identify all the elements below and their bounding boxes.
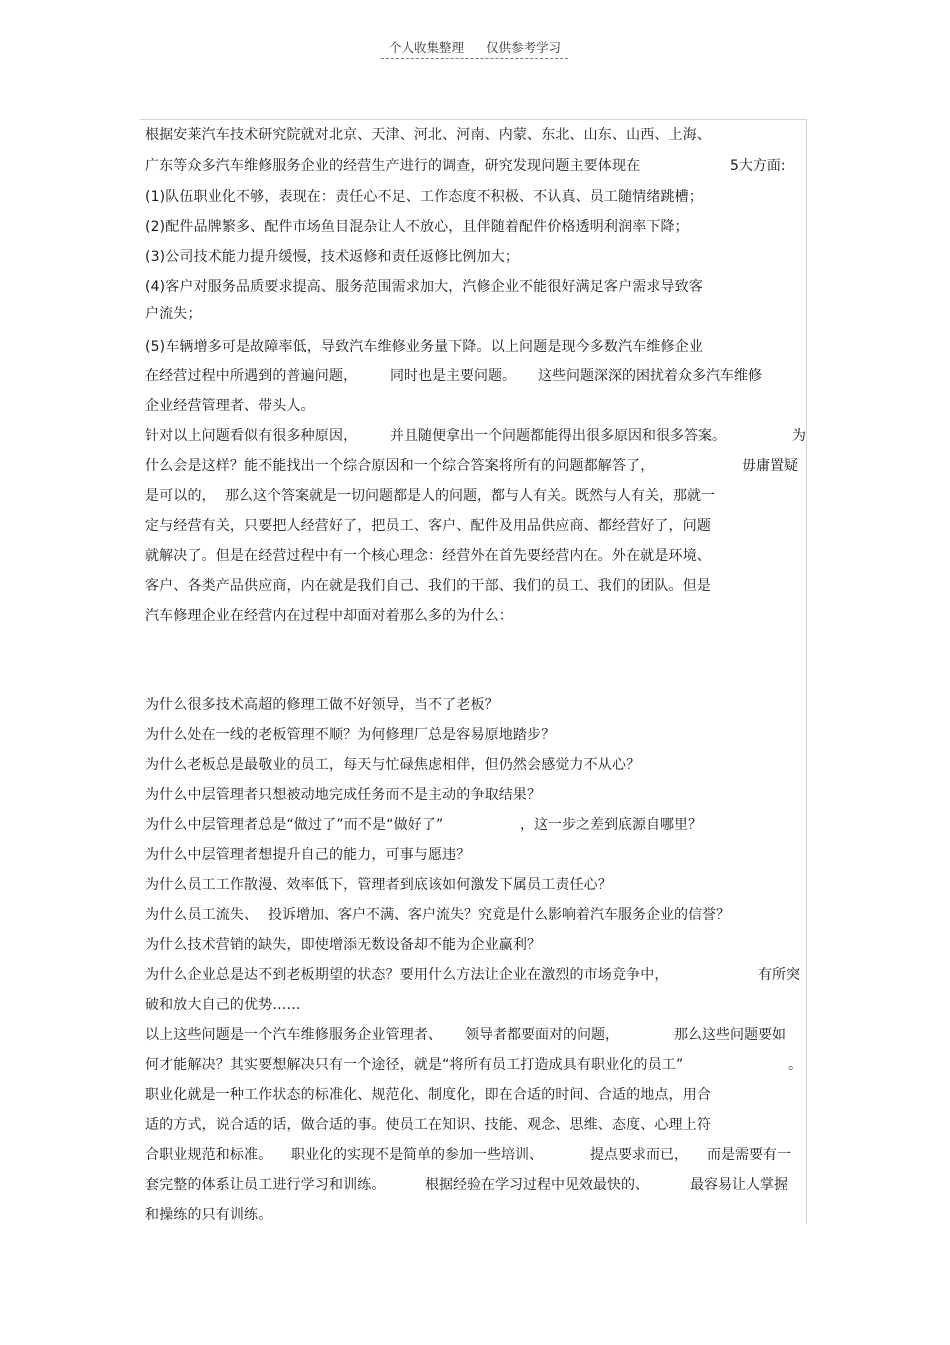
text-line: 何才能解决？其实要想解决只有一个途径，就是“将所有员工打造成具有职业化的员工” — [145, 1057, 684, 1073]
question-item: 为什么技术营销的缺失，即使增添无数设备却不能为企业赢利？ — [145, 937, 542, 953]
question-item: 为什么老板总是最敬业的员工，每天与忙碌焦虑相伴，但仍然会感觉力不从心？ — [145, 757, 641, 773]
text-line: 汽车修理企业在经营内在过程中却面对着那么多的为什么： — [145, 608, 513, 624]
list-item: (2)配件品牌繁多、配件市场鱼目混杂让人不放心，且伴随着配件价格透明利润率下降； — [145, 219, 689, 235]
question-item: 为什么处在一线的老板管理不顺？为何修理厂总是容易原地踏步？ — [145, 727, 556, 743]
question-item: 为什么员工流失、 — [145, 907, 259, 923]
text-line: 并且随便拿出一个问题都能得出很多原因和很多答案。 — [390, 428, 726, 444]
question-item: 为什么中层管理者想提升自己的能力，可事与愿违？ — [145, 847, 471, 863]
text-line: 根据经验在学习过程中见效最快的、 — [425, 1177, 649, 1193]
header-dashed-rule — [381, 58, 568, 59]
text-line: 。 — [788, 1057, 802, 1073]
text-line: 和操练的只有训练。 — [145, 1207, 273, 1223]
text-line: 企业经营管理者、带头人。 — [145, 398, 315, 414]
text-line: 同时也是主要问题。 — [390, 368, 516, 384]
list-item: (4)客户对服务品质要求提高、服务范围需求加大，汽修企业不能很好满足客户需求导致客 — [145, 279, 703, 295]
header-right-text: 仅供参考学习 — [486, 40, 562, 55]
text-line: 最容易让人掌握 — [690, 1177, 788, 1193]
question-item: 投诉增加、客户不满、客户流失？究竟是什么影响着汽车服务企业的信誉？ — [268, 907, 730, 923]
text-line: 为 — [792, 428, 806, 444]
text-line: 而是需要有一 — [707, 1147, 791, 1163]
text-line: 适的方式，说合适的话，做合适的事。使员工在知识、技能、观念、思维、态度、心理上符 — [145, 1117, 711, 1133]
question-item: ，这一步之差到底源自哪里？ — [520, 817, 702, 833]
question-item: 有所突 — [758, 967, 800, 983]
question-item: 为什么中层管理者总是“做过了”而不是“做好了” — [145, 817, 444, 833]
list-item: (3)公司技术能力提升缓慢，技术返修和责任返修比例加大； — [145, 249, 520, 265]
list-item: (5)车辆增多可是故障率低，导致汽车维修业务量下降。以上问题是现今多数汽车维修企业 — [145, 339, 703, 355]
text-line: 就解决了。但是在经营过程中有一个核心理念：经营外在首先要经营内在。外在就是环境、 — [145, 548, 711, 564]
text-line: 以上这些问题是一个汽车维修服务企业管理者、 — [145, 1027, 443, 1043]
text-line: 广东等众多汽车维修服务企业的经营生产进行的调查，研究发现问题主要体现在 — [145, 158, 641, 174]
list-item: 户流失； — [145, 306, 202, 322]
text-line: 这些问题深深的困扰着众多汽车维修 — [538, 368, 762, 384]
text-line: 职业化的实现不是简单的参加一些培训、 — [291, 1147, 543, 1163]
text-line: 是可以的， — [145, 488, 216, 504]
list-item: (1)队伍职业化不够，表现在：责任心不足、工作态度不积极、不认真、员工随情绪跳槽； — [145, 189, 703, 205]
text-line: 领导者都要面对的问题， — [465, 1027, 619, 1043]
text-line: 那么这个答案就是一切问题都是人的问题，都与人有关。既然与人有关，那就一 — [225, 488, 715, 504]
text-line: 套完整的体系让员工进行学习和训练。 — [145, 1177, 386, 1193]
header-left-text: 个人收集整理 — [388, 40, 464, 55]
text-line: 那么这些问题要如 — [674, 1027, 786, 1043]
text-line: 什么会是这样？能不能找出一个综合原因和一个综合答案将所有的问题都解答了， — [145, 458, 655, 474]
text-line: 5大方面: — [730, 158, 786, 174]
text-line: 毋庸置疑 — [742, 458, 798, 474]
page-header — [0, 38, 950, 56]
text-line: 客户、各类产品供应商，内在就是我们自己、我们的干部、我们的员工、我们的团队。但是 — [145, 578, 711, 594]
text-line: 在经营过程中所遇到的普遍问题， — [145, 368, 358, 384]
question-item: 为什么很多技术高超的修理工做不好领导，当不了老板？ — [145, 697, 499, 713]
question-item: 为什么企业总是达不到老板期望的状态？要用什么方法让企业在激烈的市场竞争中， — [145, 967, 669, 983]
question-item: 为什么员工工作散漫、效率低下，管理者到底该如何激发下属员工责任心？ — [145, 877, 612, 893]
question-item: 为什么中层管理者只想被动地完成任务而不是主动的争取结果？ — [145, 787, 542, 803]
text-line: 针对以上问题看似有很多种原因， — [145, 428, 358, 444]
text-line: 职业化就是一种工作状态的标准化、规范化、制度化，即在合适的时间、合适的地点，用合 — [145, 1087, 711, 1103]
text-line: 定与经营有关，只要把人经营好了，把员工、客户、配件及用品供应商、都经营好了，问题 — [145, 518, 711, 534]
text-line: 合职业规范和标准。 — [145, 1147, 273, 1163]
text-line: 根据安莱汽车技术研究院就对北京、天津、河北、河南、内蒙、东北、山东、山西、上海、 — [145, 127, 711, 143]
text-line: 提点要求而已， — [590, 1147, 688, 1163]
question-item: 破和放大自己的优势…… — [145, 997, 301, 1013]
